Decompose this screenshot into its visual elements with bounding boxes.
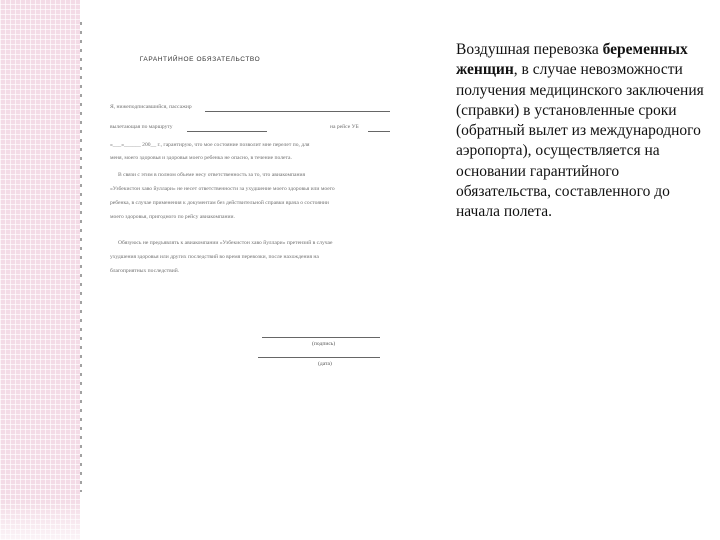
signature-line (262, 337, 380, 338)
document-title: ГАРАНТИЙНОЕ ОБЯЗАТЕЛЬСТВО (139, 56, 261, 63)
document-line: вылетающая по маршруту (110, 124, 173, 130)
document-line: «Узбекистон хаво йуллари» не несет ответственности за ухудшение моего здоровья или моего (110, 186, 335, 192)
blank-line (368, 131, 390, 132)
scan-edge (80, 22, 82, 492)
blank-line (205, 111, 390, 112)
document-line: Я, нижеподписавшийся, пассажир (110, 104, 192, 110)
document-line: моего здоровья, пригодного по рейсу авиакомпании. (110, 214, 235, 220)
date-label: (дата) (318, 361, 332, 367)
decorative-side-strip (0, 0, 80, 540)
date-line (258, 357, 380, 358)
strip-fade (0, 500, 80, 540)
caption-part-1: Воздушная перевозка (456, 41, 603, 58)
signature-label: (подпись) (312, 341, 336, 347)
document-line: меня, моего здоровья и здоровья моего ребенка не опасно, в течение полета. (110, 155, 292, 161)
document-line: «___»______ 200__ г., гарантирую, что мое состояние позволит мне перелет по, для (110, 142, 310, 148)
document-line: В связи с этим в полном объеме несу ответственность за то, что авиакомпания (118, 172, 306, 178)
document-line: благоприятных последствий. (110, 268, 180, 274)
document-line: ухудшения здоровья или других последствий во время перевозки, после нахождения на (110, 254, 319, 260)
document-line: ребенка, в случае применения к документам без действительной справки врача о состоянии (110, 200, 329, 206)
document-line: на рейсе УБ (330, 124, 359, 130)
document-line: Обязуюсь не предъявлять к авиакомпании «Узбекистон хаво йуллари» претензий в случае (118, 240, 333, 246)
caption-bold: беременных женщин (456, 41, 688, 79)
caption-part-2: , в случае невозможности получения медицинского заключения (справки) в установленные сроки (обратный вылет из международного аэропорта), осуществляется на основании гарантийного обязательства, составленного до начала полета. (456, 61, 704, 221)
blank-line (187, 131, 267, 132)
caption-text (456, 40, 706, 223)
